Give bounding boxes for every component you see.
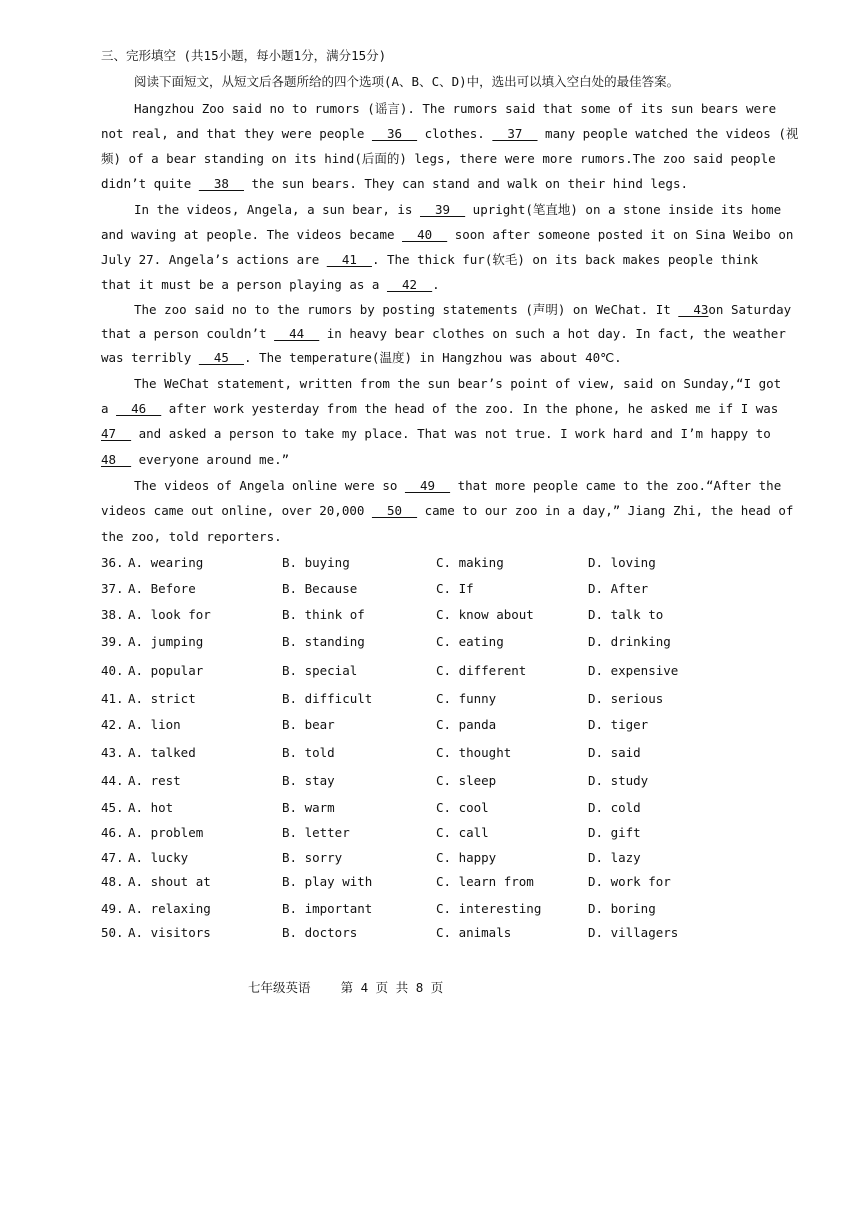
question-row: [101, 555, 721, 571]
passage-line: The zoo said no to the rumors by posting statements (声明) on WeChat. It 43on Saturday: [134, 302, 792, 317]
question-row: [101, 717, 721, 733]
option-d: D. drinking: [588, 634, 671, 649]
passage-line: July 27. Angela’s actions are 41 . The thick fur(软毛) on its back makes people think: [101, 252, 759, 267]
question-row: [101, 773, 721, 789]
blank-48: 48: [101, 452, 132, 467]
question-row: [101, 634, 721, 650]
option-d: D. expensive: [588, 663, 679, 678]
question-row: [101, 581, 721, 597]
option-d: D. study: [588, 773, 649, 788]
option-c: C. different: [436, 663, 527, 678]
option-c: C. making: [436, 555, 504, 570]
option-d: D. work for: [588, 874, 671, 889]
option-c: C. sleep: [436, 773, 497, 788]
question-number: 46.: [101, 825, 124, 840]
passage-line: didn’t quite 38 the sun bears. They can stand and walk on their hind legs.: [101, 176, 689, 191]
option-a: A. Before: [128, 581, 196, 596]
option-b: B. letter: [282, 825, 350, 840]
option-a: A. lion: [128, 717, 181, 732]
blank-40: 40: [402, 227, 448, 242]
passage-line: Hangzhou Zoo said no to rumors (谣言). The rumors said that some of its sun bears were: [134, 101, 777, 116]
question-row: [101, 925, 721, 941]
question-number: 36.: [101, 555, 124, 570]
option-d: D. boring: [588, 901, 656, 916]
option-a: A. lucky: [128, 850, 189, 865]
question-number: 41.: [101, 691, 124, 706]
question-number: 47.: [101, 850, 124, 865]
question-number: 45.: [101, 800, 124, 815]
question-number: 40.: [101, 663, 124, 678]
blank-39: 39: [419, 202, 466, 217]
question-row: [101, 850, 721, 866]
passage-line: 频) of a bear standing on its hind(后面的) legs, there were more rumors.The zoo said people: [101, 151, 776, 166]
question-row: [101, 800, 721, 816]
question-row: [101, 825, 721, 841]
option-d: D. loving: [588, 555, 656, 570]
question-number: 44.: [101, 773, 124, 788]
option-a: A. wearing: [128, 555, 204, 570]
passage-line: that a person couldn’t 44 in heavy bear clothes on such a hot day. In fact, the weather: [101, 326, 786, 341]
option-c: C. know about: [436, 607, 534, 622]
passage-line: that it must be a person playing as a 42 .: [101, 277, 440, 292]
option-d: D. After: [588, 581, 649, 596]
option-d: D. cold: [588, 800, 641, 815]
page-footer: 七年级英语 第 4 页 共 8 页: [248, 980, 444, 995]
option-a: A. jumping: [128, 634, 204, 649]
section-title: 三、完形填空 (共15小题，每小题1分，满分15分): [101, 48, 387, 63]
option-c: C. panda: [436, 717, 497, 732]
question-number: 49.: [101, 901, 124, 916]
option-c: C. eating: [436, 634, 504, 649]
question-number: 39.: [101, 634, 124, 649]
option-d: D. serious: [588, 691, 664, 706]
passage-line: was terribly 45 . The temperature(温度) in Hangzhou was about 40℃.: [101, 350, 622, 365]
question-row: [101, 874, 721, 890]
option-c: C. cool: [436, 800, 489, 815]
passage-line: In the videos, Angela, a sun bear, is 39 upright(笔直地) on a stone inside its home: [134, 202, 782, 217]
question-row: [101, 691, 721, 707]
question-number: 37.: [101, 581, 124, 596]
option-c: C. thought: [436, 745, 512, 760]
option-a: A. problem: [128, 825, 204, 840]
option-a: A. talked: [128, 745, 196, 760]
option-b: B. play with: [282, 874, 373, 889]
blank-42: 42: [386, 277, 433, 292]
passage-line: and waving at people. The videos became 40 soon after someone posted it on Sina Weibo on: [101, 227, 794, 242]
blank-47: 47: [101, 426, 132, 441]
option-b: B. stay: [282, 773, 335, 788]
passage-line: The videos of Angela online were so 49 that more people came to the zoo.“After the: [134, 478, 782, 493]
passage-line: videos came out online, over 20,000 50 came to our zoo in a day,” Jiang Zhi, the head of: [101, 503, 794, 518]
blank-43: 43: [678, 302, 709, 317]
option-d: D. lazy: [588, 850, 641, 865]
option-b: B. standing: [282, 634, 365, 649]
option-a: A. hot: [128, 800, 174, 815]
option-a: A. shout at: [128, 874, 211, 889]
blank-36: 36: [371, 126, 418, 141]
blank-50: 50: [371, 503, 418, 518]
question-number: 48.: [101, 874, 124, 889]
question-row: [101, 607, 721, 623]
question-row: [101, 745, 721, 761]
passage-line: not real, and that they were people 36 clothes. 37 many people watched the videos (视: [101, 126, 799, 141]
blank-38: 38: [198, 176, 244, 191]
blank-46: 46: [116, 401, 162, 416]
option-b: B. bear: [282, 717, 335, 732]
option-c: C. learn from: [436, 874, 534, 889]
passage-line: The WeChat statement, written from the sun bear’s point of view, said on Sunday,“I got: [134, 376, 782, 391]
question-number: 42.: [101, 717, 124, 732]
option-d: D. said: [588, 745, 641, 760]
option-c: C. animals: [436, 925, 512, 940]
option-a: A. visitors: [128, 925, 211, 940]
question-number: 38.: [101, 607, 124, 622]
option-a: A. popular: [128, 663, 204, 678]
option-b: B. doctors: [282, 925, 358, 940]
question-number: 50.: [101, 925, 124, 940]
option-a: A. look for: [128, 607, 211, 622]
blank-45: 45: [198, 350, 244, 365]
passage-line: the zoo, told reporters.: [101, 529, 282, 544]
option-c: C. call: [436, 825, 489, 840]
option-b: B. think of: [282, 607, 365, 622]
blank-41: 41: [326, 252, 372, 267]
option-c: C. happy: [436, 850, 497, 865]
option-d: D. tiger: [588, 717, 649, 732]
question-number: 43.: [101, 745, 124, 760]
option-b: B. special: [282, 663, 358, 678]
option-d: D. villagers: [588, 925, 679, 940]
option-b: B. sorry: [282, 850, 343, 865]
option-b: B. buying: [282, 555, 350, 570]
option-c: C. funny: [436, 691, 497, 706]
option-b: B. important: [282, 901, 373, 916]
blank-49: 49: [404, 478, 451, 493]
option-d: D. gift: [588, 825, 641, 840]
option-d: D. talk to: [588, 607, 664, 622]
passage-line: a 46 after work yesterday from the head of the zoo. In the phone, he asked me if I was: [101, 401, 779, 416]
passage-line: 47 and asked a person to take my place. That was not true. I work hard and I’m happy to: [101, 426, 771, 441]
option-c: C. If: [436, 581, 474, 596]
blank-37: 37: [492, 126, 538, 141]
option-b: B. difficult: [282, 691, 373, 706]
option-b: B. Because: [282, 581, 358, 596]
option-a: A. strict: [128, 691, 196, 706]
option-b: B. told: [282, 745, 335, 760]
option-b: B. warm: [282, 800, 335, 815]
question-row: [101, 901, 721, 917]
option-a: A. relaxing: [128, 901, 211, 916]
blank-44: 44: [274, 326, 320, 341]
option-a: A. rest: [128, 773, 181, 788]
question-row: [101, 663, 721, 679]
passage-line: 48 everyone around me.”: [101, 452, 290, 467]
instruction: 阅读下面短文，从短文后各题所给的四个选项(A、B、C、D)中，选出可以填入空白处的最佳答案。: [134, 74, 680, 89]
option-c: C. interesting: [436, 901, 542, 916]
